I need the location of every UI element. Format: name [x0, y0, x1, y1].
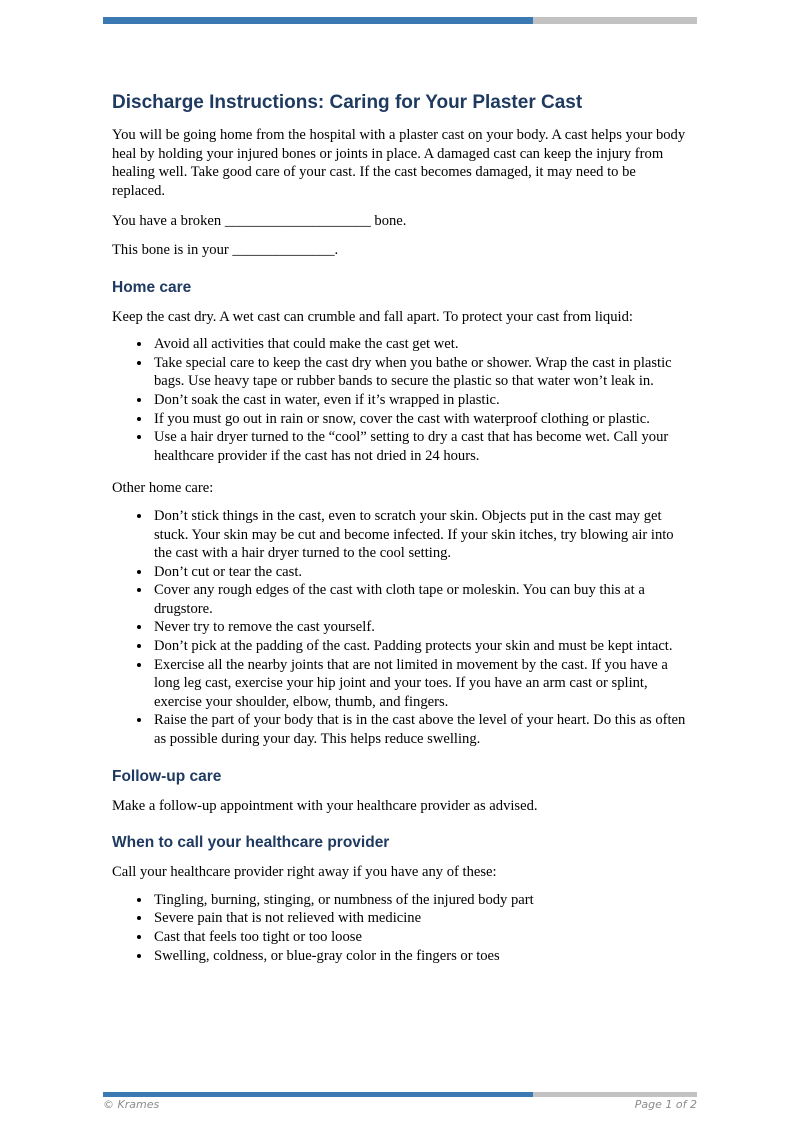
list-item: • Cast that feels too tight or too loose	[152, 928, 690, 947]
when-to-call-lead-paragraph: Call your healthcare provider right away if you have any of these:	[112, 864, 497, 881]
list-item: • Don’t cut or tear the cast.	[152, 563, 690, 582]
footer-page-number: Page 1 of 2	[634, 1098, 697, 1111]
document-body	[112, 0, 690, 979]
footer	[103, 1098, 697, 1111]
list-item: • Don’t soak the cast in water, even if it’s wrapped in plastic.	[152, 391, 690, 410]
when-to-call-heading: When to call your healthcare provider	[112, 834, 390, 852]
list-item: • Cover any rough edges of the cast with cloth tape or moleskin. You can buy this at a drugstore.	[152, 581, 690, 618]
fill-in-broken-bone-line: You have a broken ____________________ bone.	[112, 213, 407, 230]
when-to-call-bullet-list	[112, 891, 690, 965]
list-item: • Severe pain that is not relieved with medicine	[152, 909, 690, 928]
page-title: Discharge Instructions: Caring for Your Plaster Cast	[112, 92, 583, 113]
fill-in-bone-location-line: This bone is in your ______________.	[112, 241, 339, 258]
home-care-bullet-list	[112, 335, 690, 465]
footer-divider-bar	[103, 1092, 697, 1097]
list-item: • Don’t pick at the padding of the cast. Padding protects your skin and must be kept intact.	[152, 637, 690, 656]
footer-divider-gray-segment	[533, 1092, 697, 1097]
list-item: • Exercise all the nearby joints that are not limited in movement by the cast. If you have a long leg cast, exercise your hip joint and your toes. If you have an arm cast or splint, exercise your shoulder, elbow, thumb, and fingers.	[152, 656, 690, 712]
list-item: • Avoid all activities that could make the cast get wet.	[152, 335, 690, 354]
list-item: • Raise the part of your body that is in the cast above the level of your heart. Do this as often as possible during your day. This helps reduce swelling.	[152, 711, 690, 748]
list-item: • Never try to remove the cast yourself.	[152, 618, 690, 637]
list-item: • Use a hair dryer turned to the “cool” setting to dry a cast that has become wet. Call your healthcare provider if the cast has not dried in 24 hours.	[152, 428, 690, 465]
list-item: • Don’t stick things in the cast, even to scratch your skin. Objects put in the cast may get stuck. Your skin may be cut and become infected. If your skin itches, try blowing air into the cast with a hair dryer turned to the cool setting.	[152, 507, 690, 563]
intro-paragraph: You will be going home from the hospital with a plaster cast on your body. A cast helps your body heal by holding your injured bones or joints in place. A damaged cast can keep the injury from healing well. Take good care of your cast. If the cast becomes damaged, it may need to be replaced.	[112, 127, 686, 199]
footer-divider-blue-segment	[103, 1092, 533, 1097]
list-item: • Tingling, burning, stinging, or numbness of the injured body part	[152, 891, 690, 910]
footer-copyright: © Krames	[103, 1098, 160, 1111]
list-item: • Take special care to keep the cast dry when you bathe or shower. Wrap the cast in plastic bags. Use heavy tape or rubber bands to secure the plastic so that water won’t leak in.	[152, 354, 690, 391]
other-home-care-lead: Other home care:	[112, 480, 214, 497]
other-home-care-bullet-list	[112, 507, 690, 749]
home-care-heading: Home care	[112, 278, 192, 296]
list-item: • If you must go out in rain or snow, cover the cast with waterproof clothing or plastic.	[152, 410, 690, 429]
follow-up-care-heading: Follow-up care	[112, 767, 222, 785]
list-item: • Swelling, coldness, or blue-gray color in the fingers or toes	[152, 947, 690, 966]
follow-up-care-paragraph: Make a follow-up appointment with your healthcare provider as advised.	[112, 797, 538, 814]
home-care-lead-paragraph: Keep the cast dry. A wet cast can crumble and fall apart. To protect your cast from liquid:	[112, 308, 633, 325]
